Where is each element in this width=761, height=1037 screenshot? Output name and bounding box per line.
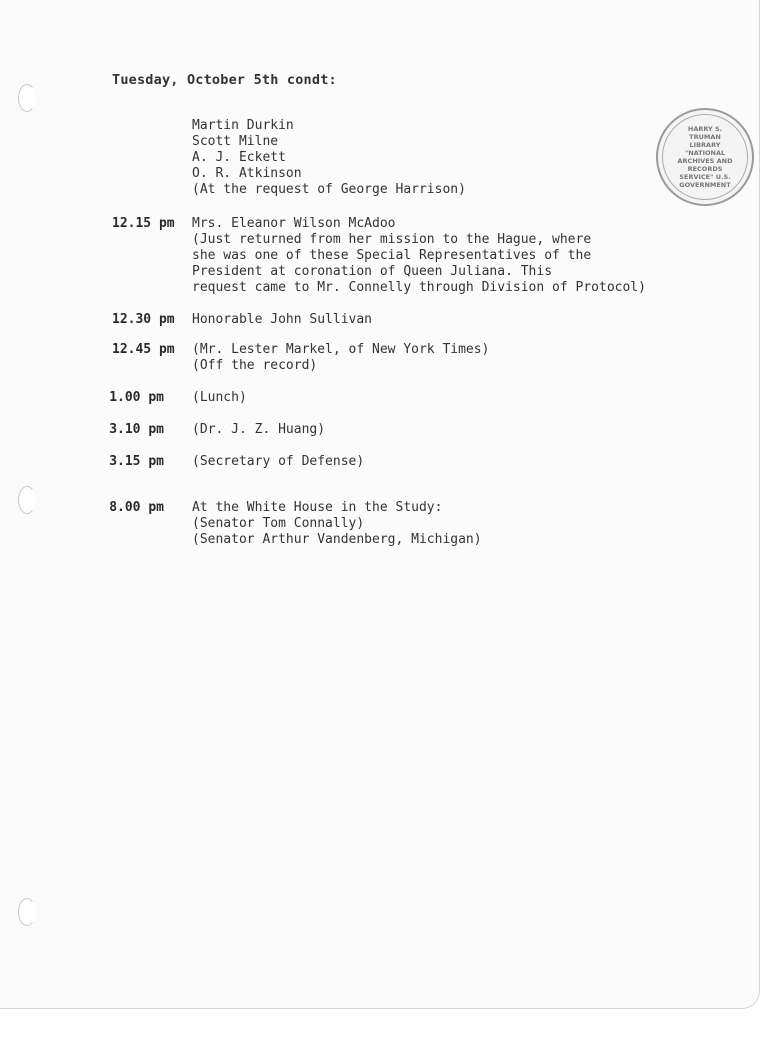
entry-line: President at coronation of Queen Juliana. This [192, 264, 553, 279]
entry-time: 3.15 pm [109, 454, 164, 469]
entry-time: 8.00 pm [109, 500, 164, 515]
entry-description [192, 390, 247, 406]
entry-line: (Off the record) [192, 358, 318, 373]
attendee-name: O. R. Atkinson [192, 166, 302, 181]
stamp-text: HARRY S. TRUMAN LIBRARY "NATIONAL ARCHIVES AND RECORDS SERVICE" U.S. GOVERNMENT [677, 125, 733, 189]
entry-line: request came to Mr. Connelly through Division of Protocol) [192, 280, 646, 295]
entry-line: Honorable John Sullivan [192, 312, 373, 327]
entry-line: (Senator Arthur Vandenberg, Michigan) [192, 532, 482, 547]
archive-stamp [656, 108, 754, 206]
attendee-name: A. J. Eckett [192, 150, 286, 165]
page-title: Tuesday, October 5th condt: [112, 72, 337, 88]
attendee-name: Martin Durkin [192, 118, 294, 133]
binder-hole-bottom [18, 898, 36, 926]
entry-time: 3.10 pm [109, 422, 164, 437]
entry-description [192, 454, 364, 470]
attendee-name: Scott Milne [192, 134, 279, 149]
entry-time: 12.45 pm [112, 342, 175, 357]
entry-line: At the White House in the Study: [192, 500, 443, 515]
binder-hole-middle [18, 486, 36, 514]
entry-line: (Secretary of Defense) [192, 454, 365, 469]
entry-line: Mrs. Eleanor Wilson McAdoo [192, 216, 396, 231]
entry-time: 1.00 pm [109, 390, 164, 405]
entry-line: she was one of these Special Representatives of the [192, 248, 592, 263]
binder-hole-top [18, 84, 36, 112]
entry-description [192, 500, 482, 548]
entry-description [192, 312, 372, 328]
entry-line: (Just returned from her mission to the Hague, where [192, 232, 592, 247]
entry-description [192, 422, 325, 438]
entry-line: (Senator Tom Connally) [192, 516, 365, 531]
entry-description [192, 216, 646, 296]
entry-line: (Lunch) [192, 390, 247, 405]
entry-time: 12.15 pm [112, 216, 175, 231]
entry-description [192, 342, 489, 374]
entry-line: (Mr. Lester Markel, of New York Times) [192, 342, 490, 357]
attendee-list [192, 118, 466, 198]
attendee-note: (At the request of George Harrison) [192, 182, 466, 197]
entry-line: (Dr. J. Z. Huang) [192, 422, 326, 437]
entry-time: 12.30 pm [112, 312, 175, 327]
